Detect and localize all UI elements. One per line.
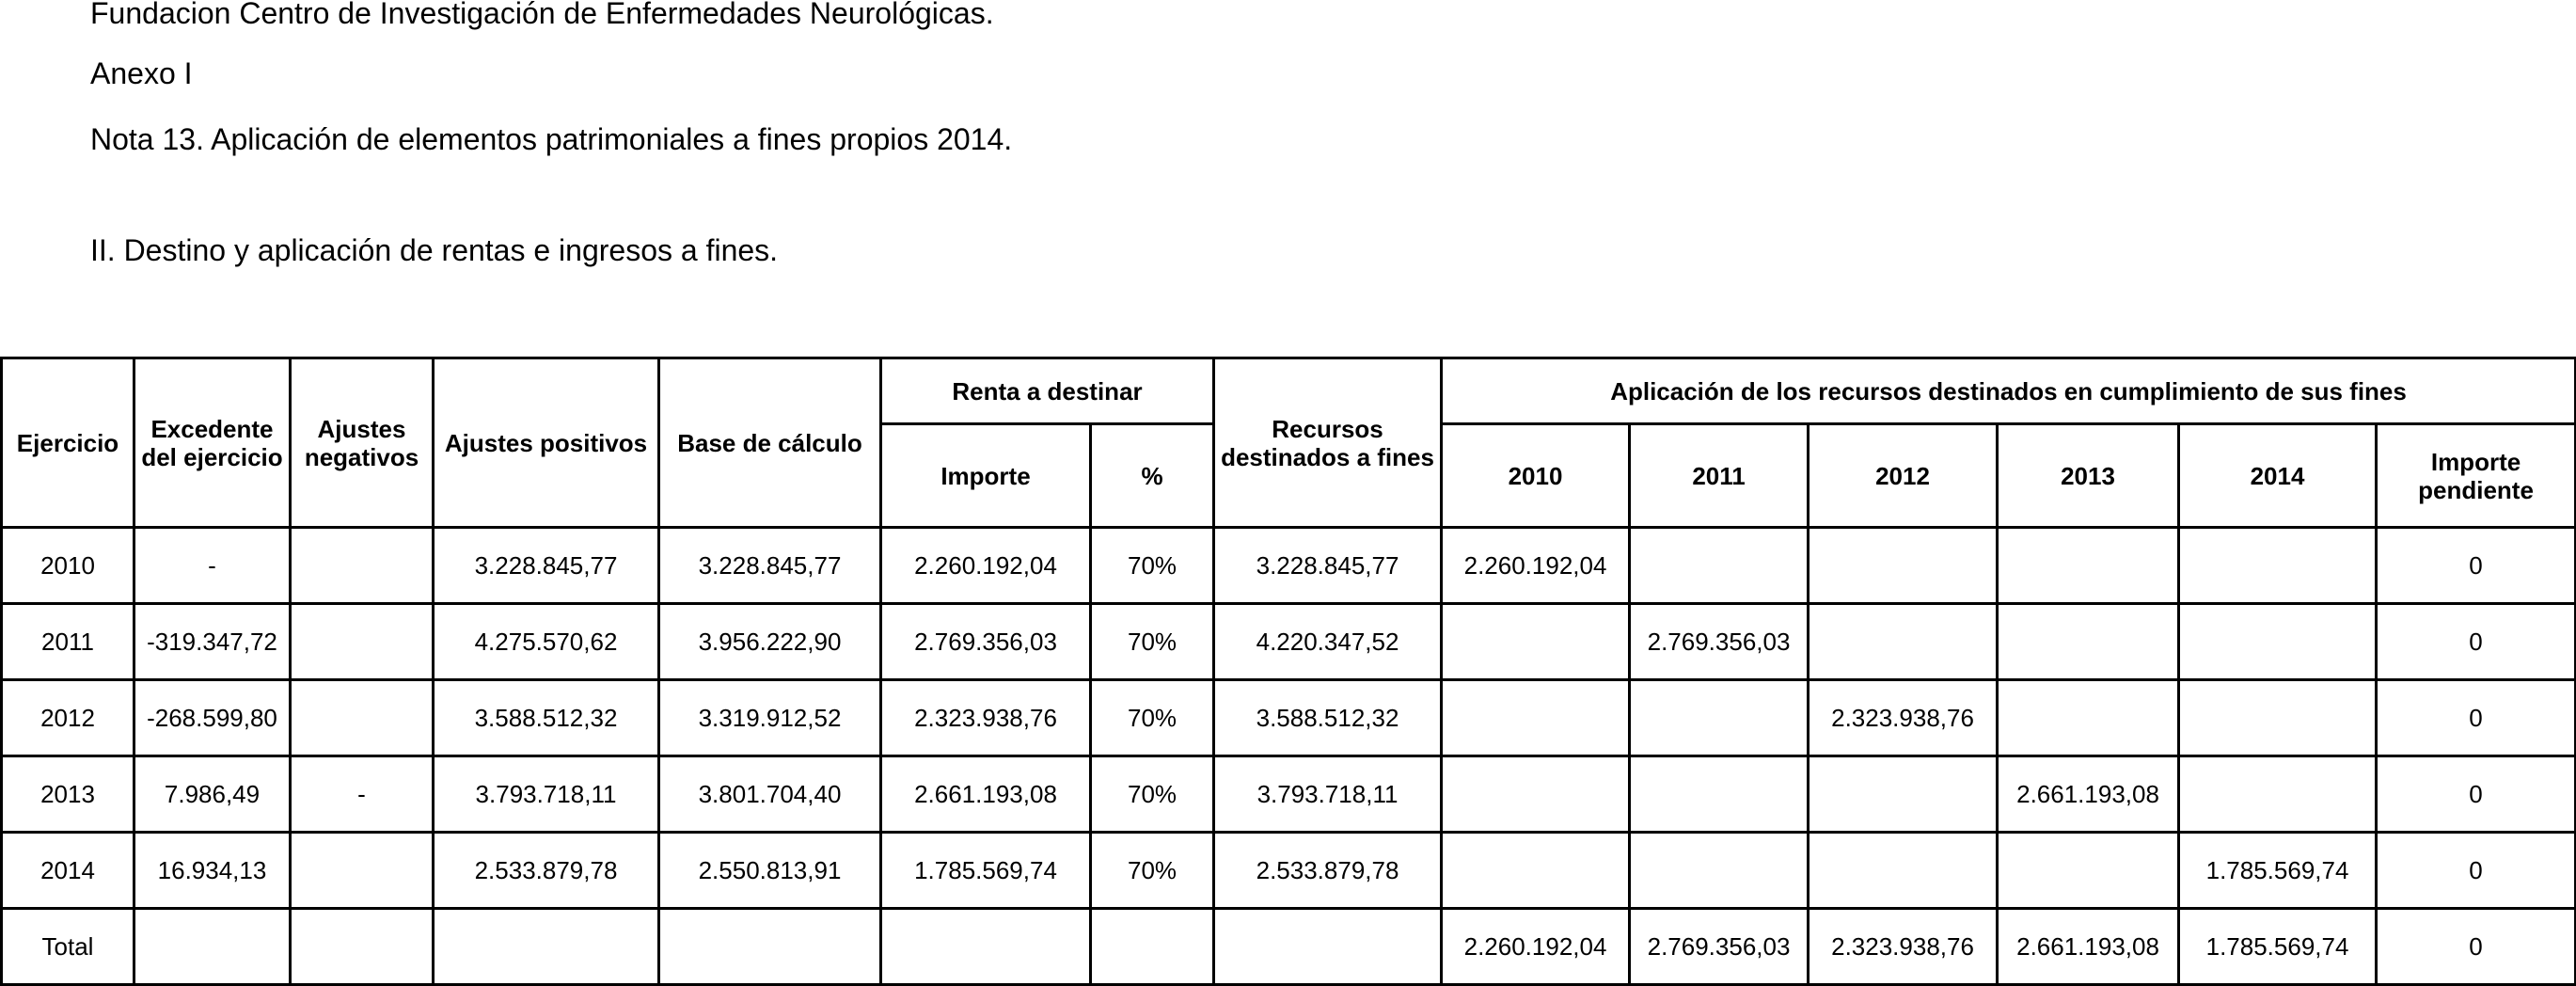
- annex-label: Anexo I: [90, 56, 193, 90]
- cell-porcentaje: 70%: [1091, 756, 1214, 833]
- cell-importe-pendiente: 0: [2377, 528, 2576, 604]
- cell-aplicacion-2010: [1442, 833, 1630, 909]
- cell-importe-pendiente: 0: [2377, 680, 2576, 756]
- cell-excedente: -268.599,80: [134, 680, 291, 756]
- table-row: [2, 833, 2576, 909]
- cell-base-calculo: 3.956.222,90: [659, 604, 881, 680]
- cell-ajustes-negativos: -: [291, 756, 434, 833]
- cell-ajustes-positivos: 2.533.879,78: [434, 833, 659, 909]
- cell-total-label: Total: [2, 909, 134, 985]
- cell-base-calculo: 3.319.912,52: [659, 680, 881, 756]
- cell-recursos: 3.793.718,11: [1214, 756, 1442, 833]
- col-header-importe-pendiente: Importe pendiente: [2377, 424, 2576, 528]
- col-header-2011: 2011: [1630, 424, 1809, 528]
- cell-importe: 2.661.193,08: [881, 756, 1091, 833]
- cell-importe: 2.323.938,76: [881, 680, 1091, 756]
- cell-base-calculo: 2.550.813,91: [659, 833, 881, 909]
- cell-base-calculo: 3.228.845,77: [659, 528, 881, 604]
- cell-aplicacion-2012: 2.323.938,76: [1809, 680, 1998, 756]
- col-header-recursos-destinados: Recursos destinados a fines: [1214, 358, 1442, 528]
- cell-aplicacion-2011: [1630, 833, 1809, 909]
- cell-importe-pendiente: 0: [2377, 833, 2576, 909]
- cell-ajustes-negativos: [291, 604, 434, 680]
- cell-total-2014: 1.785.569,74: [2179, 909, 2377, 985]
- cell-porcentaje: 70%: [1091, 833, 1214, 909]
- cell-empty: [881, 909, 1091, 985]
- cell-aplicacion-2014: 1.785.569,74: [2179, 833, 2377, 909]
- col-header-ajustes-positivos: Ajustes positivos: [434, 358, 659, 528]
- cell-aplicacion-2012: [1809, 756, 1998, 833]
- cell-empty: [134, 909, 291, 985]
- organization-title: Fundacion Centro de Investigación de Enfermedades Neurológicas.: [90, 0, 994, 30]
- table-row: [2, 756, 2576, 833]
- cell-aplicacion-2011: [1630, 528, 1809, 604]
- cell-empty: [1091, 909, 1214, 985]
- cell-ejercicio: 2010: [2, 528, 134, 604]
- cell-ejercicio: 2014: [2, 833, 134, 909]
- cell-ejercicio: 2013: [2, 756, 134, 833]
- cell-empty: [1214, 909, 1442, 985]
- cell-aplicacion-2011: [1630, 756, 1809, 833]
- cell-excedente: 16.934,13: [134, 833, 291, 909]
- cell-ajustes-positivos: 3.228.845,77: [434, 528, 659, 604]
- cell-aplicacion-2010: [1442, 756, 1630, 833]
- cell-aplicacion-2014: [2179, 756, 2377, 833]
- cell-porcentaje: 70%: [1091, 528, 1214, 604]
- cell-recursos: 3.228.845,77: [1214, 528, 1442, 604]
- cell-importe-pendiente: 0: [2377, 604, 2576, 680]
- note-title: Nota 13. Aplicación de elementos patrimoniales a fines propios 2014.: [90, 122, 1013, 156]
- col-header-2012: 2012: [1809, 424, 1998, 528]
- cell-importe: 2.260.192,04: [881, 528, 1091, 604]
- section-title: II. Destino y aplicación de rentas e ingresos a fines.: [90, 233, 779, 267]
- cell-recursos: 2.533.879,78: [1214, 833, 1442, 909]
- col-header-porcentaje: %: [1091, 424, 1214, 528]
- col-header-2013: 2013: [1998, 424, 2179, 528]
- col-header-2014: 2014: [2179, 424, 2377, 528]
- table-row: [2, 680, 2576, 756]
- cell-aplicacion-2014: [2179, 604, 2377, 680]
- cell-aplicacion-2012: [1809, 833, 1998, 909]
- cell-aplicacion-2013: [1998, 604, 2179, 680]
- cell-aplicacion-2014: [2179, 528, 2377, 604]
- table-row: [2, 604, 2576, 680]
- cell-recursos: 4.220.347,52: [1214, 604, 1442, 680]
- cell-total-2010: 2.260.192,04: [1442, 909, 1630, 985]
- cell-ejercicio: 2012: [2, 680, 134, 756]
- cell-porcentaje: 70%: [1091, 680, 1214, 756]
- cell-excedente: 7.986,49: [134, 756, 291, 833]
- cell-importe-pendiente: 0: [2377, 756, 2576, 833]
- cell-aplicacion-2010: [1442, 680, 1630, 756]
- cell-ajustes-positivos: 3.793.718,11: [434, 756, 659, 833]
- cell-aplicacion-2014: [2179, 680, 2377, 756]
- cell-empty: [434, 909, 659, 985]
- cell-ajustes-negativos: [291, 528, 434, 604]
- table-row: [2, 528, 2576, 604]
- cell-empty: [291, 909, 434, 985]
- cell-aplicacion-2013: 2.661.193,08: [1998, 756, 2179, 833]
- cell-aplicacion-2010: [1442, 604, 1630, 680]
- cell-aplicacion-2011: [1630, 680, 1809, 756]
- cell-aplicacion-2012: [1809, 604, 1998, 680]
- cell-base-calculo: 3.801.704,40: [659, 756, 881, 833]
- cell-ejercicio: 2011: [2, 604, 134, 680]
- cell-importe: 1.785.569,74: [881, 833, 1091, 909]
- cell-porcentaje: 70%: [1091, 604, 1214, 680]
- cell-recursos: 3.588.512,32: [1214, 680, 1442, 756]
- cell-total-2011: 2.769.356,03: [1630, 909, 1809, 985]
- col-header-ejercicio: Ejercicio: [2, 358, 134, 528]
- cell-aplicacion-2013: [1998, 528, 2179, 604]
- income-application-table: [0, 357, 2576, 986]
- col-header-ajustes-negativos: Ajustes negativos: [291, 358, 434, 528]
- header-row-top: [2, 358, 2576, 424]
- cell-aplicacion-2011: 2.769.356,03: [1630, 604, 1809, 680]
- col-header-2010: 2010: [1442, 424, 1630, 528]
- cell-aplicacion-2012: [1809, 528, 1998, 604]
- total-row: [2, 909, 2576, 985]
- cell-excedente: -319.347,72: [134, 604, 291, 680]
- col-header-base-calculo: Base de cálculo: [659, 358, 881, 528]
- cell-ajustes-positivos: 4.275.570,62: [434, 604, 659, 680]
- cell-aplicacion-2013: [1998, 833, 2179, 909]
- cell-total-2012: 2.323.938,76: [1809, 909, 1998, 985]
- col-header-importe: Importe: [881, 424, 1091, 528]
- cell-importe: 2.769.356,03: [881, 604, 1091, 680]
- col-header-excedente: Excedente del ejercicio: [134, 358, 291, 528]
- cell-total-pendiente: 0: [2377, 909, 2576, 985]
- cell-excedente: -: [134, 528, 291, 604]
- cell-aplicacion-2010: 2.260.192,04: [1442, 528, 1630, 604]
- cell-aplicacion-2013: [1998, 680, 2179, 756]
- col-header-aplicacion: Aplicación de los recursos destinados en cumplimiento de sus fines: [1442, 358, 2576, 424]
- cell-ajustes-negativos: [291, 833, 434, 909]
- cell-total-2013: 2.661.193,08: [1998, 909, 2179, 985]
- cell-empty: [659, 909, 881, 985]
- cell-ajustes-negativos: [291, 680, 434, 756]
- cell-ajustes-positivos: 3.588.512,32: [434, 680, 659, 756]
- col-header-renta-destinar: Renta a destinar: [881, 358, 1214, 424]
